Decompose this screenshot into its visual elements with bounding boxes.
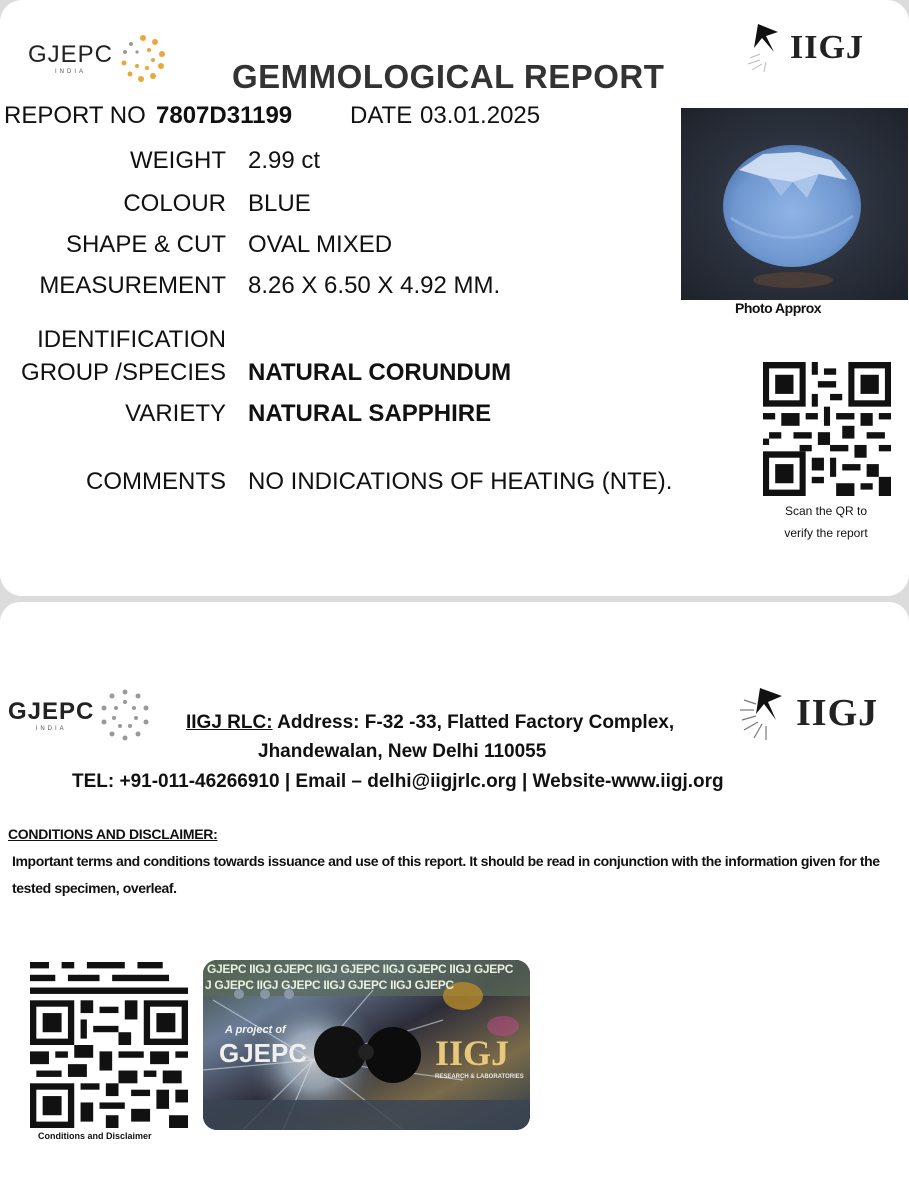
comments-label: COMMENTS (86, 468, 226, 495)
shape-cut-label: SHAPE & CUT (65, 231, 226, 258)
report-no-value: 7807D31199 (156, 102, 293, 129)
weight-value: 2.99 ct (248, 147, 321, 174)
hologram-gjepc: GJEPC (219, 1038, 308, 1068)
report-front-card (0, 0, 909, 596)
gemstone-photo (681, 108, 908, 300)
conditions-qr-caption: Conditions and Disclaimer (38, 1131, 152, 1141)
group-species-value: NATURAL CORUNDUM (248, 359, 512, 386)
verify-qr-code[interactable] (763, 362, 891, 496)
gjepc-logo (28, 30, 171, 86)
back-gjepc-sunburst-icon (96, 686, 154, 744)
rlc-contact: TEL: +91-011-46266910 | Email – delhi@iigjrlc.org | Website-www.iigj.org (72, 771, 724, 792)
hologram-seal (203, 960, 530, 1130)
weight-label: WEIGHT (130, 147, 226, 174)
variety-value: NATURAL SAPPHIRE (248, 400, 492, 427)
identification-label: IDENTIFICATION (37, 326, 226, 353)
comments-value: NO INDICATIONS OF HEATING (NTE). (248, 468, 673, 495)
qr-caption-line-1: Scan the QR to (784, 504, 868, 518)
back-gjepc-logo-sub: INDIA (35, 726, 67, 732)
measurement-value: 8.26 X 6.50 X 4.92 MM. (248, 272, 501, 299)
shape-cut-value: OVAL MIXED (248, 231, 393, 258)
back-gjepc-logo (8, 686, 154, 744)
conditions-qr-icon (30, 962, 188, 1128)
qr-caption-line-2: verify the report (784, 526, 868, 540)
rlc-address-line-1 (186, 712, 674, 734)
back-gjepc-logo-word: GJEPC (8, 698, 95, 725)
qr-code-icon (763, 362, 891, 496)
hologram-iigj-sub: RESEARCH & LABORATORIES (435, 1074, 524, 1080)
back-iigj-star-icon (736, 680, 796, 746)
qr-caption (756, 500, 896, 544)
hologram-strip-text-2: J GJEPC IIGJ GJEPC IIGJ GJEPC IIGJ GJEPC (205, 978, 454, 992)
photo-caption: Photo Approx (735, 300, 822, 316)
rlc-address-1: Address: F-32 -33, Flatted Factory Complex, (277, 712, 675, 733)
colour-value: BLUE (248, 190, 311, 217)
gemstone-image (681, 108, 908, 300)
group-species-label: GROUP /SPECIES (21, 359, 226, 386)
conditions-text: Important terms and conditions towards issuance and use of this report. It should be read in conjunction with the information given for the tested specimen, overleaf. (12, 853, 880, 896)
back-iigj-logo (736, 680, 878, 746)
report-no-label: REPORT NO (4, 102, 146, 129)
rlc-address-2: Jhandewalan, New Delhi 110055 (258, 741, 547, 762)
variety-label: VARIETY (125, 400, 226, 427)
iigj-logo-word: IIGJ (790, 29, 864, 66)
conditions-qr-code[interactable] (30, 962, 188, 1128)
report-title: GEMMOLOGICAL REPORT (232, 58, 665, 95)
gjepc-logo-word: GJEPC (28, 41, 114, 68)
iigj-logo (744, 18, 864, 78)
rlc-label: IIGJ RLC: (186, 712, 273, 733)
hologram-strip-text: GJEPC IIGJ GJEPC IIGJ GJEPC IIGJ GJEPC IIGJ GJEPC (207, 962, 514, 976)
hologram-project-label: A project of (225, 1024, 286, 1036)
iigj-star-icon (744, 18, 788, 78)
gjepc-sunburst-icon (115, 30, 171, 86)
measurement-label: MEASUREMENT (39, 272, 226, 299)
colour-label: COLOUR (123, 190, 226, 217)
date-label: DATE (350, 102, 413, 129)
date-value: 03.01.2025 (420, 102, 541, 129)
gjepc-logo-sub: INDIA (55, 69, 87, 75)
back-iigj-logo-word: IIGJ (796, 692, 879, 734)
conditions-title: CONDITIONS AND DISCLAIMER: (8, 826, 218, 842)
hologram-iigj: IIGJ (435, 1033, 510, 1073)
